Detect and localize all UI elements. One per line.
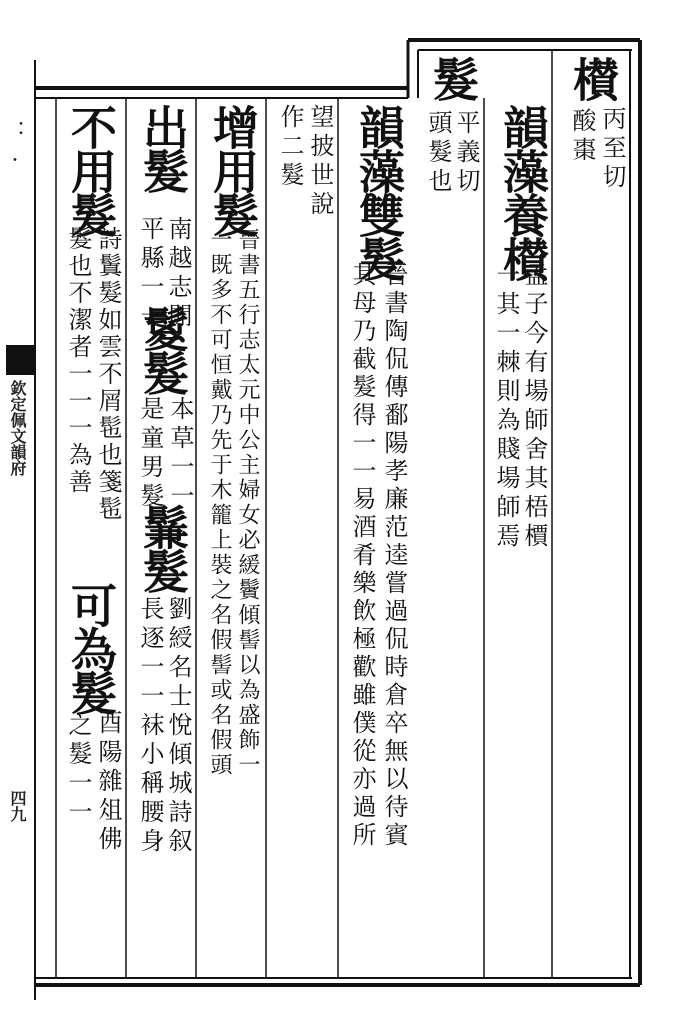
gutter-top-marks: ：· [1,120,26,177]
entry-note: 一既多不可恒戴乃先于木籠上裝之名假髻或名假頭 [207,228,232,778]
entry-note: 酸棗 [568,108,596,166]
entry-head-char: 櫕 [566,56,620,100]
entry-note: 頭髮也 [424,110,452,197]
entry-note: 晉書陶侃傳鄱陽孝廉范逵嘗過侃時倉卒無以待賓 [380,262,408,850]
entry-note: 髮也不潔者一一一為善 [64,226,92,496]
entry-note: 平義切 [452,110,480,197]
entry-note: 一其一棘則為賤場師焉 [492,262,520,552]
gutter-page-number: 四九 [8,790,27,822]
entry-note: 本草一一 [166,396,194,512]
entry-note: 之髮一一 [64,712,92,828]
entry-phrase: 出髮 [136,104,190,192]
entry-note: 長逐一一袜小稱腰身 [136,596,164,857]
entry-phrase: 不用髮 [64,104,118,236]
gutter-black-tab [6,345,36,375]
entry-note: 其母乃截髮得一一易酒肴樂飲極歡雖僕從亦過所 [348,262,376,850]
gutter-strip [0,60,36,1000]
entry-note: 南越志開 [164,216,192,332]
entry-note: 是童男髮 [136,396,164,512]
entry-phrase: 韻藻雙髮 [352,104,406,280]
entry-phrase: 鬑髮 [136,504,190,592]
entry-note: 丙至切 [598,106,626,193]
entry-phrase: 可為髮 [64,582,118,714]
entry-note: 劉綬名士悅傾城詩叙 [164,596,192,857]
entry-note: 作二髮 [276,104,304,191]
entry-note: 酉陽雜俎佛 [94,710,122,855]
gutter-book-title: 欽定佩文韻府 [8,380,27,476]
entry-note: 孟子今有場師舍其梧檟 [520,262,548,552]
entry-phrase: 增用髮 [206,104,260,236]
entry-note: 晉書五行志太元中公主婦女必緩鬢傾髻以為盛飾一 [235,228,260,778]
entry-phrase: 鬉髮 [136,306,190,394]
entry-note: 詩鬒髮如雲不屑髢也箋髢 [94,226,122,523]
entry-head-char: 髮 [426,56,480,100]
entry-note: 望披世說 [306,104,334,220]
entry-phrase: 韻藻養櫕 [496,104,550,280]
entry-note: 平縣一一 [136,216,164,332]
